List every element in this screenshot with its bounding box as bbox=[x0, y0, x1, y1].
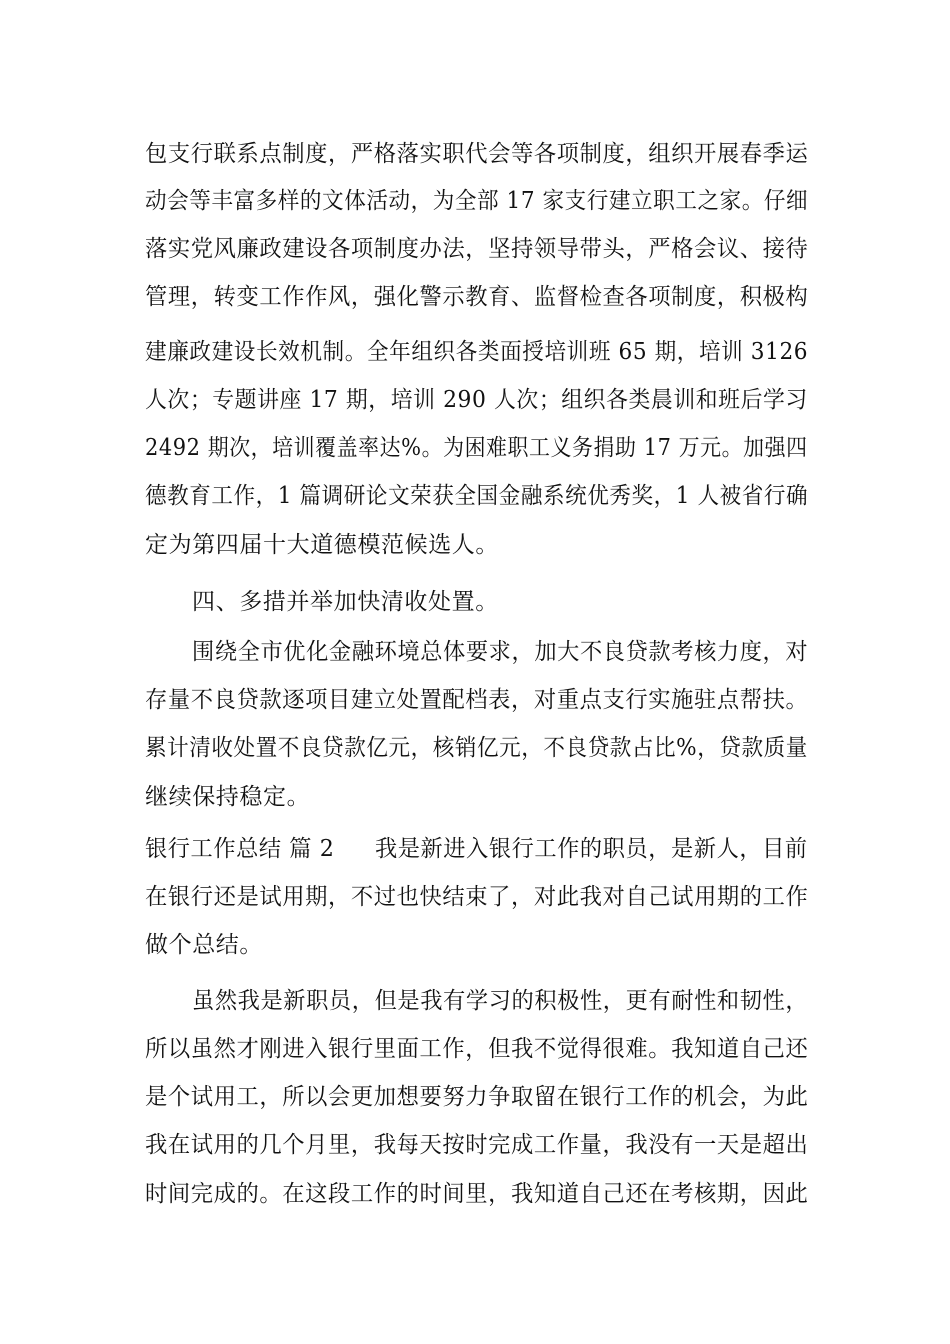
text-line: 是个试用工，所以会更加想要努力争取留在银行工作的机会，为此 bbox=[145, 1084, 809, 1110]
text-line bbox=[145, 834, 808, 864]
text-line: 做个总结。 bbox=[145, 932, 263, 958]
text-line: 落实党风廉政建设各项制度办法，坚持领导带头，严格会议、接待 bbox=[145, 236, 809, 262]
text-line: 我在试用的几个月里，我每天按时完成工作量，我没有一天是超出 bbox=[145, 1132, 809, 1158]
text-line: 时间完成的。在这段工作的时间里，我知道自己还在考核期，因此 bbox=[145, 1181, 809, 1207]
text-line: 德教育工作，1 篇调研论文荣获全国金融系统优秀奖，1 人被省行确 bbox=[145, 483, 809, 509]
article-title: 银行工作总结 篇 2 bbox=[145, 836, 335, 862]
text-line: 建廉政建设长效机制。全年组织各类面授培训班 65 期，培训 3126 bbox=[145, 339, 809, 365]
text-line-content: 我是新进入银行工作的职员，是新人，目前 bbox=[374, 836, 808, 862]
text-line: 围绕全市优化金融环境总体要求，加大不良贷款考核力度，对 bbox=[192, 639, 809, 665]
text-line: 虽然我是新职员，但是我有学习的积极性，更有耐性和韧性， bbox=[192, 988, 809, 1014]
text-line: 管理，转变工作作风，强化警示教育、监督检查各项制度，积极构 bbox=[145, 284, 809, 310]
text-line: 定为第四届十大道德模范候选人。 bbox=[145, 532, 499, 558]
text-line: 所以虽然才刚进入银行里面工作，但我不觉得很难。我知道自己还 bbox=[145, 1036, 809, 1062]
text-line: 继续保持稳定。 bbox=[145, 784, 311, 810]
text-line: 动会等丰富多样的文体活动，为全部 17 家支行建立职工之家。仔细 bbox=[145, 188, 809, 214]
text-line: 人次；专题讲座 17 期，培训 290 人次；组织各类晨训和班后学习 bbox=[145, 387, 808, 413]
text-line: 在银行还是试用期，不过也快结束了，对此我对自己试用期的工作 bbox=[145, 884, 809, 910]
text-line: 包支行联系点制度，严格落实职代会等各项制度，组织开展春季运 bbox=[145, 141, 809, 167]
text-line: 累计清收处置不良贷款亿元，核销亿元，不良贷款占比%，贷款质量 bbox=[145, 735, 808, 761]
text-line: 2492 期次，培训覆盖率达%。为困难职工义务捐助 17 万元。加强四 bbox=[145, 435, 808, 461]
text-line: 存量不良贷款逐项目建立处置配档表，对重点支行实施驻点帮扶。 bbox=[145, 687, 809, 713]
section-heading: 四、多措并举加快清收处置。 bbox=[192, 589, 499, 615]
